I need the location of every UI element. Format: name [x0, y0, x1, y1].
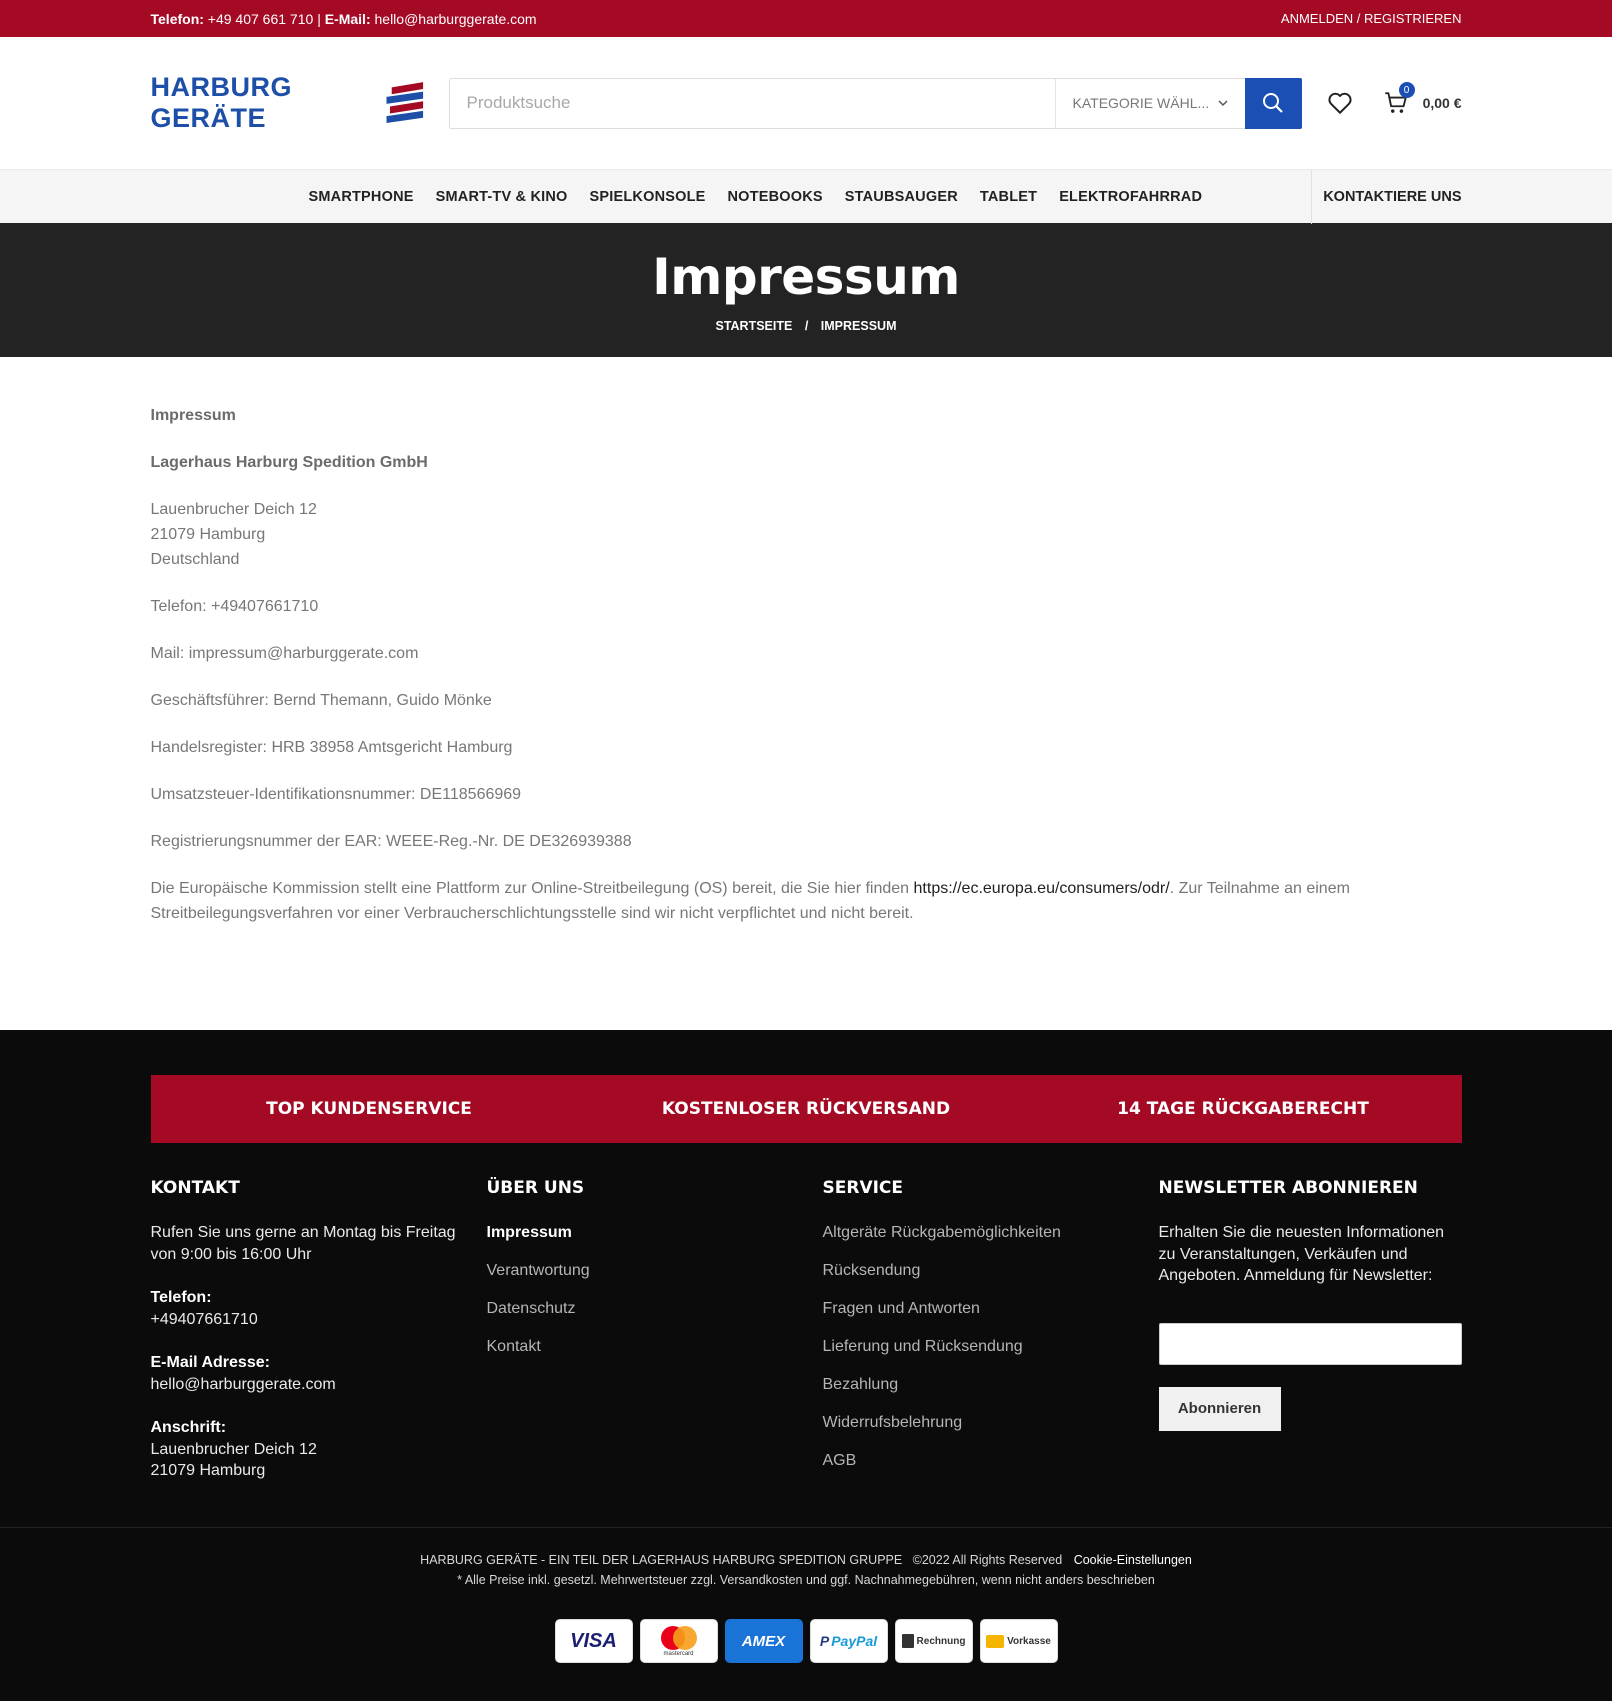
footer-kontakt	[151, 1178, 487, 1488]
footer-link-kontakt[interactable]: Kontakt	[486, 1338, 541, 1355]
os-paragraph	[151, 876, 1462, 926]
search-bar	[449, 78, 1302, 129]
nav-contact-link[interactable]: KONTAKTIERE UNS	[1311, 170, 1461, 224]
nav-item-spielkonsole[interactable]: SPIELKONSOLE	[589, 189, 706, 205]
os-text-end: . Zur Teilnahme an einem Streitbeilegungsverfahren vor einer Verbraucherschlichtungsstelle sind wir nicht verpflichtet und nicht bereit.	[150, 880, 1350, 922]
footer-service-links	[823, 1222, 1159, 1471]
visa-icon	[555, 1619, 633, 1663]
mail-line: Mail: impressum@harburggerate.com	[150, 645, 419, 662]
os-text-start: Die Europäische Kommission stellt eine Plattform zur Online-Streitbeilegung (OS) bereit, die Sie hier finden	[150, 880, 914, 897]
footer-phone[interactable]: +49407661710	[150, 1310, 258, 1328]
invoice-label: Rechnung	[916, 1635, 966, 1647]
category-select[interactable]	[1055, 79, 1245, 128]
newsletter-text: Erhalten Sie die neuesten Informationen zu Veranstaltungen, Verkäufen und Angeboten. Anmeldung für Newsletter:	[1158, 1224, 1445, 1284]
mastercard-icon	[640, 1619, 718, 1663]
footer-newsletter-title: NEWSLETTER ABONNIEREN	[1158, 1178, 1418, 1198]
ceo-line: Geschäftsführer: Bernd Themann, Guido Mönke	[150, 692, 492, 709]
footer-link-datenschutz[interactable]: Datenschutz	[486, 1300, 576, 1317]
footer-link-impressum[interactable]: Impressum	[486, 1224, 572, 1241]
footer-link-verantwortung[interactable]: Verantwortung	[486, 1262, 590, 1279]
logo-text: HARBURG GERÄTE	[150, 72, 292, 133]
footer-link-agb[interactable]: AGB	[822, 1452, 857, 1469]
footer-email[interactable]: hello@harburggerate.com	[150, 1375, 336, 1393]
page-title: Impressum	[652, 248, 960, 306]
breadcrumb-current: IMPRESSUM	[820, 319, 897, 333]
cart-count-badge: 0	[1399, 82, 1415, 98]
invoice-icon	[895, 1619, 973, 1663]
email-value[interactable]: hello@harburggerate.com	[374, 10, 537, 27]
usp-customer-service: TOP KUNDENSERVICE	[266, 1099, 472, 1119]
address-street: Lauenbrucher Deich 12	[150, 501, 317, 518]
breadcrumb-separator: /	[804, 319, 809, 333]
address-city: 21079 Hamburg	[150, 526, 266, 543]
footer-about-links	[487, 1222, 823, 1357]
impressum-content	[0, 357, 1612, 1030]
heart-icon[interactable]	[1327, 90, 1353, 116]
footer-street: Lauenbrucher Deich 12	[150, 1440, 317, 1458]
header-icons	[1327, 84, 1462, 116]
page-title-banner	[0, 223, 1612, 357]
footer-kontakt-text	[151, 1222, 487, 1482]
footer-city: 21079 Hamburg	[150, 1462, 266, 1479]
header	[0, 37, 1612, 169]
footer-about	[487, 1178, 823, 1488]
search-button[interactable]	[1245, 78, 1302, 129]
login-link[interactable]: ANMELDEN / REGISTRIEREN	[1280, 11, 1462, 26]
separator: |	[317, 10, 321, 27]
nav-item-staubsauger[interactable]: STAUBSAUGER	[844, 189, 958, 205]
chevron-down-icon	[1218, 100, 1228, 107]
mastercard-label: mastercard	[663, 1651, 694, 1657]
main-nav	[0, 169, 1612, 223]
phone-value[interactable]: +49 407 661 710	[207, 10, 314, 27]
breadcrumb	[0, 319, 1612, 333]
logo[interactable]	[150, 72, 424, 133]
visa-label: VISA	[570, 1629, 617, 1652]
footer-link-faq[interactable]: Fragen und Antworten	[822, 1300, 980, 1317]
prepayment-icon	[980, 1619, 1058, 1663]
price-note: * Alle Preise inkl. gesetzl. Mehrwertsteuer zzgl. Versandkosten und ggf. Nachnahmegebühren, wenn nicht anders beschrieben	[457, 1573, 1155, 1587]
phone-line: Telefon: +49407661710	[150, 598, 319, 615]
contact-info	[151, 11, 537, 27]
copyright-line	[0, 1553, 1612, 1567]
nav-item-notebooks[interactable]: NOTEBOOKS	[727, 189, 823, 205]
usp-bar	[151, 1075, 1462, 1143]
copyright-text: HARBURG GERÄTE - EIN TEIL DER LAGERHAUS HARBURG SPEDITION GRUPPE ©2022 All Rights Reserved	[420, 1553, 1063, 1567]
paypal-icon	[810, 1619, 888, 1663]
footer-hours: Rufen Sie uns gerne an Montag bis Freitag von 9:00 bis 16:00 Uhr	[150, 1224, 456, 1263]
usp-return-right: 14 TAGE RÜCKGABERECHT	[1117, 1099, 1369, 1119]
search-icon	[1262, 92, 1284, 114]
footer-service-title: SERVICE	[822, 1178, 904, 1198]
content-heading: Impressum	[150, 407, 236, 424]
os-link[interactable]: https://ec.europa.eu/consumers/odr/	[913, 880, 1170, 897]
nav-item-smart-tv[interactable]: SMART-TV & KINO	[435, 189, 568, 205]
footer-newsletter	[1159, 1178, 1462, 1488]
prepayment-card-icon	[986, 1635, 1004, 1648]
breadcrumb-home[interactable]: STARTSEITE	[715, 319, 793, 333]
company-name: Lagerhaus Harburg Spedition GmbH	[150, 454, 428, 471]
register-line: Handelsregister: HRB 38958 Amtsgericht Hamburg	[150, 739, 513, 756]
amex-label: AMEX	[741, 1632, 786, 1650]
footer-link-ruecksendung[interactable]: Rücksendung	[822, 1262, 921, 1279]
footer-bottom	[0, 1527, 1612, 1701]
category-select-label: KATEGORIE WÄHL...	[1072, 95, 1210, 111]
invoice-doc-icon	[902, 1634, 914, 1648]
address-block	[151, 497, 1462, 572]
amex-icon	[725, 1619, 803, 1663]
prepayment-label: Vorkasse	[1007, 1635, 1051, 1647]
usp-free-returns: KOSTENLOSER RÜCKVERSAND	[661, 1099, 951, 1119]
footer-link-altgeraete[interactable]: Altgeräte Rückgabemöglichkeiten	[822, 1224, 1061, 1241]
footer-columns	[151, 1178, 1462, 1488]
footer-link-widerruf[interactable]: Widerrufsbelehrung	[822, 1414, 963, 1431]
footer-link-lieferung[interactable]: Lieferung und Rücksendung	[822, 1338, 1023, 1355]
top-bar	[0, 0, 1612, 37]
email-label: E-Mail:	[324, 10, 371, 27]
cart-total[interactable]: 0,00 €	[1422, 95, 1462, 111]
footer-phone-label: Telefon:	[150, 1289, 212, 1306]
paypal-label: PayPal	[831, 1633, 878, 1649]
nav-item-elektrofahrrad[interactable]: ELEKTROFAHRRAD	[1059, 189, 1203, 205]
subscribe-button[interactable]: Abonnieren	[1159, 1387, 1281, 1431]
vat-line: Umsatzsteuer-Identifikationsnummer: DE118566969	[150, 786, 522, 803]
phone-label: Telefon:	[150, 10, 204, 27]
footer-about-title: ÜBER UNS	[486, 1178, 585, 1198]
mastercard-circles	[657, 1625, 701, 1651]
search-input[interactable]	[450, 79, 1055, 128]
footer-email-label: E-Mail Adresse:	[150, 1354, 270, 1371]
nav-items	[309, 189, 1225, 205]
newsletter-email-input[interactable]	[1159, 1323, 1462, 1365]
nav-item-smartphone[interactable]: SMARTPHONE	[308, 189, 414, 205]
payment-methods	[0, 1619, 1612, 1663]
cookie-settings-link[interactable]: Cookie-Einstellungen	[1073, 1553, 1192, 1567]
footer-service	[823, 1178, 1159, 1488]
footer-address-label: Anschrift:	[150, 1419, 227, 1436]
logo-flag-icon	[383, 79, 423, 127]
footer	[0, 1030, 1612, 1527]
nav-item-tablet[interactable]: TABLET	[979, 189, 1038, 205]
paypal-p-icon: P	[819, 1633, 830, 1649]
footer-link-bezahlung[interactable]: Bezahlung	[822, 1376, 899, 1393]
address-country: Deutschland	[150, 551, 240, 568]
ear-line: Registrierungsnummer der EAR: WEEE-Reg.-Nr. DE DE326939388	[150, 833, 632, 850]
footer-kontakt-title: KONTAKT	[150, 1178, 240, 1198]
cart-button[interactable]	[1383, 84, 1410, 116]
